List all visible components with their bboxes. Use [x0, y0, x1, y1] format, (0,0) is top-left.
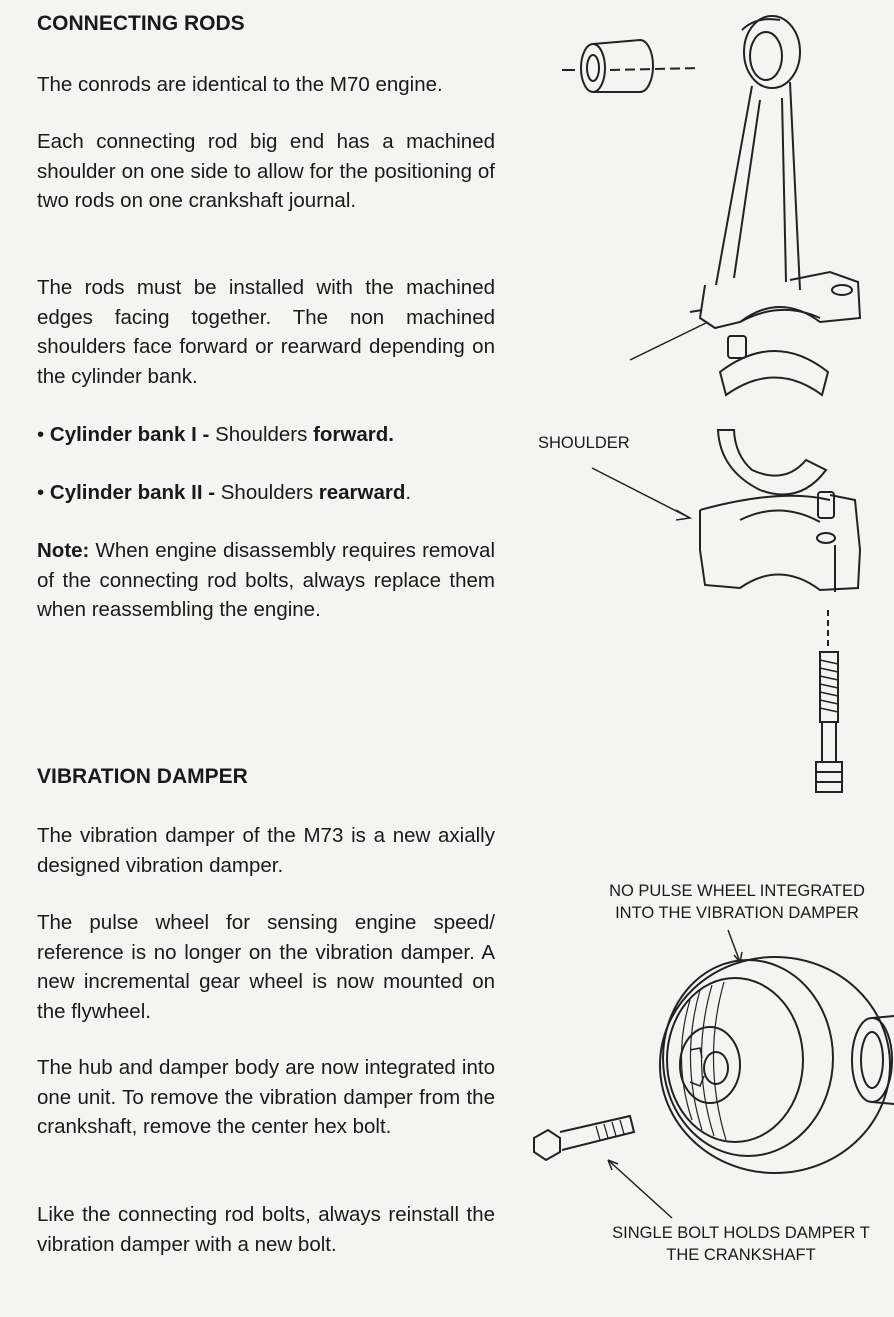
vibration-damper-drawing: [534, 930, 894, 1218]
bullet-text: Shoulders: [215, 481, 319, 504]
bullet-text: Shoulders: [209, 423, 314, 446]
no-pulse-wheel-callout: [580, 880, 894, 924]
damper-paragraph-4: Like the connecting rod bolts, always reinstall the vibration damper with a new bolt.: [37, 1203, 495, 1256]
callout-line: NO PULSE WHEEL INTEGRATED: [609, 882, 865, 900]
conrods-paragraph-2: Each connecting rod big end has a machined shoulder on one side to allow for the positioning of two rods on one crankshaft journal.: [37, 130, 495, 212]
shoulder-callout: SHOULDER: [538, 434, 630, 452]
bullet-mark: •: [37, 423, 45, 446]
section-heading-connecting-rods: CONNECTING RODS: [37, 12, 245, 35]
damper-paragraph-1: The vibration damper of the M73 is a new axially designed vibration damper.: [37, 824, 495, 877]
damper-paragraph-3: The hub and damper body are now integrated into one unit. To remove the vibration damper from the crankshaft, remove the center hex bolt.: [37, 1056, 495, 1138]
callout-line: SINGLE BOLT HOLDS DAMPER T: [612, 1224, 870, 1242]
single-bolt-callout: [588, 1222, 894, 1266]
section-heading-vibration-damper: VIBRATION DAMPER: [37, 765, 248, 788]
callout-line: INTO THE VIBRATION DAMPER: [615, 904, 859, 922]
bullet-direction: rearward: [318, 481, 406, 504]
bullet-mark: •: [37, 481, 45, 504]
damper-paragraph-2: The pulse wheel for sensing engine speed/ reference is no longer on the vibration damper. A new incremental gear wheel is now mounted on the flywheel.: [37, 911, 495, 1023]
conrods-paragraph-3: The rods must be installed with the machined edges facing together. The non machined shoulders face forward or rearward depending on the cylinder bank.: [37, 276, 495, 388]
bullet-bank-label: Cylinder bank II -: [49, 481, 216, 504]
bullet-end: .: [405, 481, 412, 504]
bullet-direction: forward.: [313, 423, 394, 446]
connecting-rod-drawing: [562, 16, 860, 792]
bullet-bank-label: Cylinder bank I -: [49, 423, 210, 446]
note-label: Note:: [37, 539, 90, 562]
conrods-paragraph-1: The conrods are identical to the M70 engine.: [37, 73, 443, 96]
callout-line: THE CRANKSHAFT: [666, 1246, 816, 1264]
note-text: When engine disassembly requires removal of the connecting rod bolts, always replace them when reassembling the engine.: [37, 539, 495, 621]
